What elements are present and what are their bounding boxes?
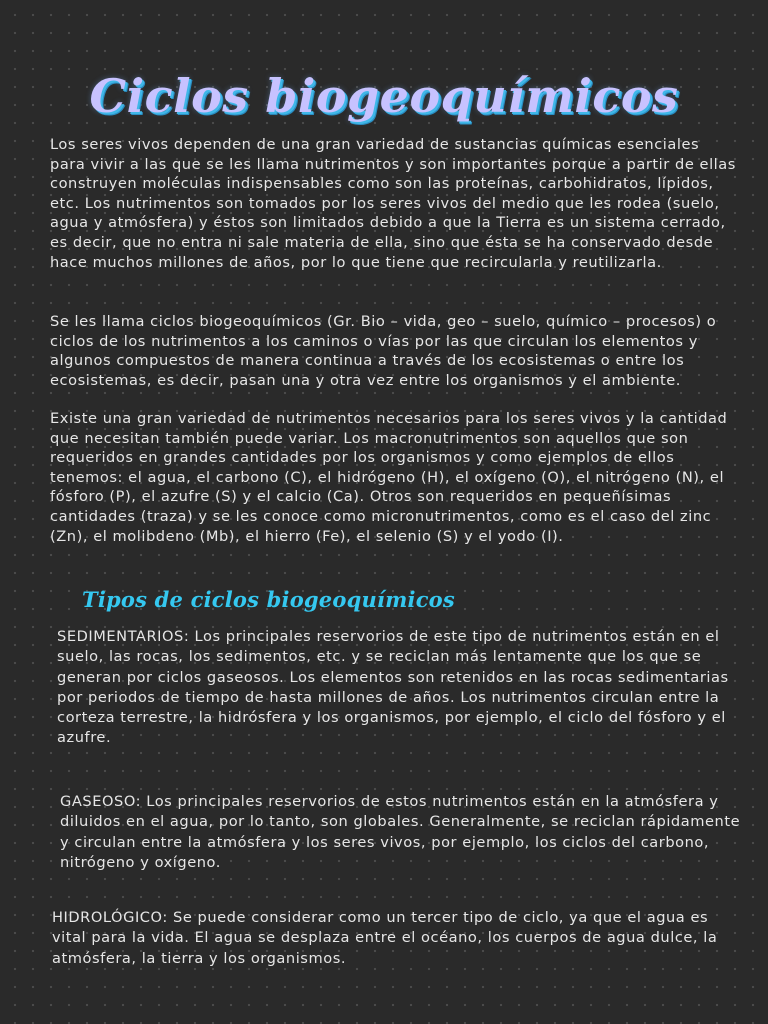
- sedimentary-label: SEDIMENTARIOS:: [57, 628, 190, 645]
- section-subtitle: Tipos de ciclos biogeoquímicos: [82, 587, 455, 613]
- gaseous-cycle-block: [60, 792, 742, 873]
- gaseous-label: GASEOSO:: [60, 793, 142, 810]
- sedimentary-cycle-block: [57, 627, 729, 749]
- sedimentary-text: Los principales reservorios de este tipo de nutrimentos están en el suelo, las rocas, los sedimentos, etc. y se reciclan más lentamente que los que se generan por ciclos gaseosos. Los elementos son retenidos en las rocas sedimentarias por periodos de tiempo de hasta millones de años. Los nutrimentos circulan entre la corteza terrestre, la hidrósfera y los organismos, por ejemplo, el ciclo del fósforo y el azufre.: [57, 628, 729, 747]
- hydrologic-label: HIDROLÓGICO:: [52, 909, 168, 926]
- definition-paragraph: Se les llama ciclos biogeoquímicos (Gr. Bio – vida, geo – suelo, químico – procesos) o ciclos de los nutrimentos a los caminos o vías por las que circulan los elementos y algunos compuestos de manera continua a través de los ecosistemas o entre los ecosistemas, es decir, pasan una y otra vez entre los organismos y el ambiente.: [50, 313, 717, 389]
- intro-paragraph: Los seres vivos dependen de una gran variedad de sustancias químicas esenciales para vivir a las que se les llama nutrimentos y son importantes porque a partir de ellas construyen moléculas indispensables como son las proteínas, carbohidratos, lípidos, etc. Los nutrimentos son tomados por los seres vivos del medio que les rodea (suelo, agua y atmósfera) y éstos son limitados debido a que la Tierra es un sistema cerrado, es decir, que no entra ni sale materia de ella, sino que ésta se ha conservado desde hace muchos millones de años, por lo que tiene que recircularla y reutilizarla.: [50, 136, 736, 271]
- page-title: Ciclos biogeoquímicos: [89, 68, 679, 123]
- nutrients-paragraph: Existe una gran variedad de nutrimentos necesarios para los seres vivos y la cantidad que necesitan también puede variar. Los macronutrimentos son aquellos que son requeridos en grandes cantidades por los organismos y como ejemplos de ellos tenemos: el agua, el carbono (C), el hidrógeno (H), el oxígeno (O), el nitrógeno (N), el fósforo (P), el azufre (S) y el calcio (Ca). Otros son requeridos en pequeñísimas cantidades (traza) y se les conoce como micronutrimentos, como es el caso del zinc (Zn), el molibdeno (Mb), el hierro (Fe), el selenio (S) y el yodo (I).: [50, 410, 728, 545]
- hydrologic-text: Se puede considerar como un tercer tipo de ciclo, ya que el agua es vital para la vida. El agua se desplaza entre el océano, los cuerpos de agua dulce, la atmósfera, la tierra y los organismos.: [52, 909, 718, 967]
- hydrologic-cycle-block: [52, 908, 742, 969]
- gaseous-text: Los principales reservorios de estos nutrimentos están en la atmósfera y diluidos en el agua, por lo tanto, son globales. Generalmente, se reciclan rápidamente y circulan entre la atmósfera y los seres vivos, por ejemplo, los ciclos del carbono, nitrógeno y oxígeno.: [60, 793, 741, 871]
